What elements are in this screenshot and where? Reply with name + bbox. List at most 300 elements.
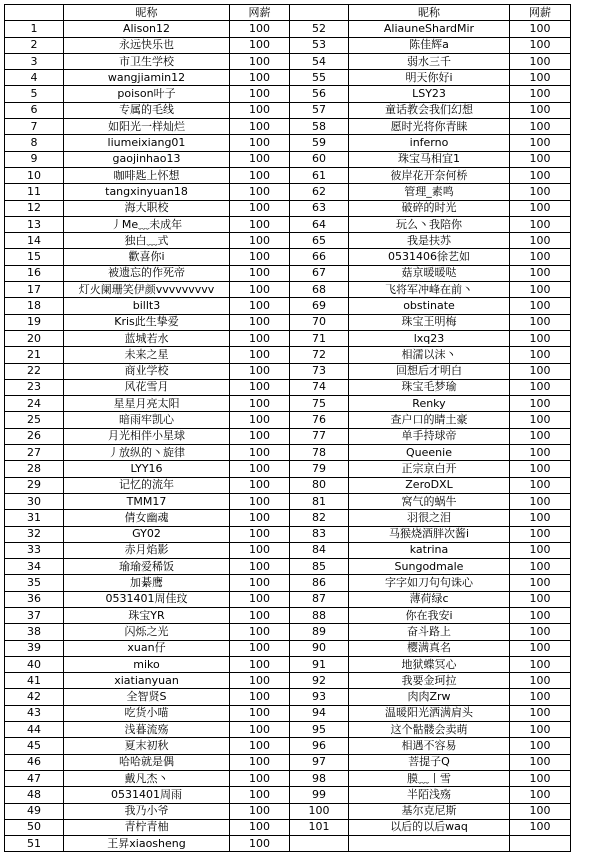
salary-cell: 100 — [230, 477, 290, 493]
salary-cell: 100 — [230, 412, 290, 428]
row-number-cell: 76 — [290, 412, 349, 428]
row-number-cell: 20 — [5, 330, 64, 346]
nickname-cell: 这个骷髅会卖萌 — [349, 722, 510, 738]
table-row — [5, 673, 571, 689]
nickname-cell: miko — [64, 656, 230, 672]
salary-cell: 100 — [510, 803, 571, 819]
row-number-cell: 87 — [290, 591, 349, 607]
salary-cell: 100 — [510, 102, 571, 118]
row-number-cell: 23 — [5, 379, 64, 395]
row-number-cell: 83 — [290, 526, 349, 542]
row-number-cell: 39 — [5, 640, 64, 656]
nickname-cell: 歡喜你i — [64, 249, 230, 265]
nickname-cell: tangxinyuan18 — [64, 184, 230, 200]
nickname-cell: 独白﹏式 — [64, 233, 230, 249]
nickname-cell: 夏末初秋 — [64, 738, 230, 754]
header-nickname-right: 昵称 — [349, 5, 510, 21]
row-number-cell: 43 — [5, 705, 64, 721]
salary-cell: 100 — [510, 363, 571, 379]
row-number-cell: 54 — [290, 53, 349, 69]
row-number-cell: 22 — [5, 363, 64, 379]
table-row — [5, 282, 571, 298]
row-number-cell: 85 — [290, 559, 349, 575]
header-salary-right: 网薪 — [510, 5, 571, 21]
salary-cell: 100 — [230, 167, 290, 183]
nickname-cell: 丿Me﹏未成年 — [64, 216, 230, 232]
nickname-cell: Queenie — [349, 445, 510, 461]
row-number-cell: 95 — [290, 722, 349, 738]
row-number-cell: 101 — [290, 819, 349, 835]
nickname-cell: 倩女幽魂 — [64, 510, 230, 526]
nickname-cell: 查户口的睛土豪 — [349, 412, 510, 428]
nickname-cell: 市卫生学校 — [64, 53, 230, 69]
row-number-cell: 5 — [5, 86, 64, 102]
row-number-cell: 91 — [290, 656, 349, 672]
salary-cell: 100 — [510, 119, 571, 135]
row-number-cell: 97 — [290, 754, 349, 770]
table-row — [5, 184, 571, 200]
row-number-cell: 48 — [5, 787, 64, 803]
salary-cell: 100 — [230, 37, 290, 53]
table-row — [5, 347, 571, 363]
salary-cell: 100 — [510, 298, 571, 314]
nickname-cell: 未来之星 — [64, 347, 230, 363]
row-number-cell: 3 — [5, 53, 64, 69]
row-number-cell: 61 — [290, 167, 349, 183]
table-row — [5, 21, 571, 37]
row-number-cell: 62 — [290, 184, 349, 200]
nickname-cell: poison叶子 — [64, 86, 230, 102]
row-number-cell: 78 — [290, 445, 349, 461]
table-row — [5, 656, 571, 672]
salary-cell: 100 — [230, 461, 290, 477]
salary-cell: 100 — [510, 591, 571, 607]
row-number-cell — [290, 836, 349, 852]
table-row — [5, 526, 571, 542]
row-number-cell: 15 — [5, 249, 64, 265]
row-number-cell: 69 — [290, 298, 349, 314]
salary-cell: 100 — [510, 21, 571, 37]
table-row — [5, 689, 571, 705]
row-number-cell: 49 — [5, 803, 64, 819]
row-number-cell: 51 — [5, 836, 64, 852]
salary-cell: 100 — [230, 184, 290, 200]
nickname-cell: 珠宝毛梦瑜 — [349, 379, 510, 395]
salary-cell: 100 — [510, 477, 571, 493]
row-number-cell: 31 — [5, 510, 64, 526]
salary-cell: 100 — [230, 673, 290, 689]
nickname-cell: 相遇不容易 — [349, 738, 510, 754]
table-row — [5, 70, 571, 86]
salary-cell: 100 — [230, 624, 290, 640]
table-row — [5, 379, 571, 395]
salary-cell: 100 — [230, 298, 290, 314]
row-number-cell: 60 — [290, 151, 349, 167]
nickname-cell: 永远快乐也 — [64, 37, 230, 53]
salary-cell: 100 — [230, 233, 290, 249]
salary-cell: 100 — [510, 542, 571, 558]
nickname-cell: 0531401周佳玟 — [64, 591, 230, 607]
nickname-cell: 瑜瑜爱稀饭 — [64, 559, 230, 575]
salary-cell: 100 — [510, 722, 571, 738]
row-number-cell: 35 — [5, 575, 64, 591]
nickname-cell: 吃货小喵 — [64, 705, 230, 721]
row-number-cell: 84 — [290, 542, 349, 558]
salary-cell: 100 — [230, 102, 290, 118]
nickname-cell: Alison12 — [64, 21, 230, 37]
nickname-cell: 马猴烧酒胖次酱i — [349, 526, 510, 542]
salary-cell: 100 — [230, 656, 290, 672]
nickname-cell: xuan仔 — [64, 640, 230, 656]
table-row — [5, 510, 571, 526]
nickname-cell: 正宗京白开 — [349, 461, 510, 477]
salary-cell: 100 — [510, 526, 571, 542]
table-row — [5, 819, 571, 835]
row-number-cell: 56 — [290, 86, 349, 102]
nickname-cell: billt3 — [64, 298, 230, 314]
salary-cell: 100 — [510, 412, 571, 428]
salary-cell: 100 — [510, 738, 571, 754]
row-number-cell: 77 — [290, 428, 349, 444]
salary-cell: 100 — [230, 330, 290, 346]
salary-cell: 100 — [510, 493, 571, 509]
row-number-cell: 17 — [5, 282, 64, 298]
row-number-cell: 75 — [290, 396, 349, 412]
nickname-cell: 珠宝王明梅 — [349, 314, 510, 330]
table-row — [5, 624, 571, 640]
salary-cell: 100 — [230, 151, 290, 167]
salary-cell: 100 — [510, 705, 571, 721]
row-number-cell: 65 — [290, 233, 349, 249]
nickname-cell: 我要金珂拉 — [349, 673, 510, 689]
salary-cell: 100 — [510, 673, 571, 689]
nickname-cell: 风花雪月 — [64, 379, 230, 395]
nickname-cell: 窝气的蜗牛 — [349, 493, 510, 509]
salary-cell: 100 — [230, 379, 290, 395]
row-number-cell: 44 — [5, 722, 64, 738]
salary-cell: 100 — [510, 624, 571, 640]
salary-cell: 100 — [230, 526, 290, 542]
nickname-cell: 0531401周雨 — [64, 787, 230, 803]
salary-cell: 100 — [510, 770, 571, 786]
table-row — [5, 445, 571, 461]
salary-cell: 100 — [510, 200, 571, 216]
salary-cell: 100 — [230, 135, 290, 151]
row-number-cell: 57 — [290, 102, 349, 118]
nickname-cell: xiatianyuan — [64, 673, 230, 689]
row-number-cell: 89 — [290, 624, 349, 640]
salary-cell: 100 — [230, 542, 290, 558]
nickname-cell: 赤月焰影 — [64, 542, 230, 558]
salary-cell: 100 — [230, 396, 290, 412]
salary-cell: 100 — [230, 591, 290, 607]
table-row — [5, 803, 571, 819]
table-row — [5, 265, 571, 281]
table-row — [5, 363, 571, 379]
row-number-cell: 67 — [290, 265, 349, 281]
row-number-cell: 28 — [5, 461, 64, 477]
nickname-cell: 温暖阳光洒满肩头 — [349, 705, 510, 721]
table-row — [5, 722, 571, 738]
nickname-cell: 咖啡匙上怀想 — [64, 167, 230, 183]
table-row — [5, 559, 571, 575]
nickname-cell: 樱满真名 — [349, 640, 510, 656]
salary-cell: 100 — [230, 428, 290, 444]
salary-cell: 100 — [230, 722, 290, 738]
salary-cell: 100 — [230, 787, 290, 803]
row-number-cell: 14 — [5, 233, 64, 249]
nickname-cell: 加綦鹰 — [64, 575, 230, 591]
nickname-cell — [349, 836, 510, 852]
salary-cell: 100 — [510, 282, 571, 298]
salary-cell: 100 — [230, 559, 290, 575]
row-number-cell: 70 — [290, 314, 349, 330]
table-row — [5, 493, 571, 509]
nickname-cell: 丿放纵的丶旋律 — [64, 445, 230, 461]
salary-cell: 100 — [510, 249, 571, 265]
row-number-cell: 41 — [5, 673, 64, 689]
salary-cell: 100 — [230, 265, 290, 281]
nickname-cell: 专属的毛线 — [64, 102, 230, 118]
table-row — [5, 770, 571, 786]
nickname-cell: 陈佳辉a — [349, 37, 510, 53]
nickname-cell: wangjiamin12 — [64, 70, 230, 86]
table-row — [5, 575, 571, 591]
table-row — [5, 787, 571, 803]
row-number-cell: 24 — [5, 396, 64, 412]
row-number-cell: 55 — [290, 70, 349, 86]
table-body — [5, 21, 571, 852]
salary-cell: 100 — [510, 428, 571, 444]
nickname-cell: 管理_素鸣 — [349, 184, 510, 200]
salary-cell: 100 — [230, 70, 290, 86]
nickname-cell: 弱水三千 — [349, 53, 510, 69]
header-no-left — [5, 5, 64, 21]
salary-cell: 100 — [230, 347, 290, 363]
row-number-cell: 66 — [290, 249, 349, 265]
salary-cell: 100 — [510, 37, 571, 53]
nickname-cell: 明天你好i — [349, 70, 510, 86]
nickname-cell: 我乃小爷 — [64, 803, 230, 819]
table-row — [5, 754, 571, 770]
nickname-cell: TMM17 — [64, 493, 230, 509]
row-number-cell: 2 — [5, 37, 64, 53]
row-number-cell: 96 — [290, 738, 349, 754]
row-number-cell: 26 — [5, 428, 64, 444]
salary-cell: 100 — [230, 493, 290, 509]
row-number-cell: 27 — [5, 445, 64, 461]
table-row — [5, 461, 571, 477]
table-row — [5, 216, 571, 232]
table-row — [5, 428, 571, 444]
header-nickname-left: 昵称 — [64, 5, 230, 21]
row-number-cell: 9 — [5, 151, 64, 167]
nickname-cell: 相濡以沫丶 — [349, 347, 510, 363]
salary-cell: 100 — [510, 396, 571, 412]
table-row — [5, 102, 571, 118]
salary-cell: 100 — [230, 607, 290, 623]
salary-cell: 100 — [510, 379, 571, 395]
row-number-cell: 45 — [5, 738, 64, 754]
salary-cell: 100 — [510, 689, 571, 705]
table-row — [5, 233, 571, 249]
salary-cell: 100 — [230, 640, 290, 656]
nickname-cell: 记忆的流年 — [64, 477, 230, 493]
table-row — [5, 836, 571, 852]
row-number-cell: 12 — [5, 200, 64, 216]
row-number-cell: 13 — [5, 216, 64, 232]
salary-cell: 100 — [510, 510, 571, 526]
nickname-cell: 王昇xiaosheng — [64, 836, 230, 852]
table-row — [5, 314, 571, 330]
nickname-cell: 蓝城若水 — [64, 330, 230, 346]
table-row — [5, 135, 571, 151]
nickname-cell: 愿时光将你青睐 — [349, 119, 510, 135]
row-number-cell: 47 — [5, 770, 64, 786]
table-row — [5, 542, 571, 558]
row-number-cell: 80 — [290, 477, 349, 493]
nickname-cell: 地狱蝶冥心 — [349, 656, 510, 672]
salary-cell: 100 — [510, 86, 571, 102]
row-number-cell: 29 — [5, 477, 64, 493]
salary-cell: 100 — [230, 363, 290, 379]
nickname-cell: 单手持球帝 — [349, 428, 510, 444]
salary-cell: 100 — [510, 233, 571, 249]
row-number-cell: 94 — [290, 705, 349, 721]
header-row — [5, 5, 571, 21]
salary-cell: 100 — [510, 445, 571, 461]
nickname-cell: 彼岸花开奈何桥 — [349, 167, 510, 183]
salary-table — [4, 4, 571, 852]
nickname-cell: Kris此生挚爱 — [64, 314, 230, 330]
table-row — [5, 330, 571, 346]
table-row — [5, 249, 571, 265]
row-number-cell: 86 — [290, 575, 349, 591]
nickname-cell: 菩提子Q — [349, 754, 510, 770]
nickname-cell: 飞将军冲峰在前丶 — [349, 282, 510, 298]
salary-cell: 100 — [230, 770, 290, 786]
salary-cell: 100 — [510, 819, 571, 835]
row-number-cell: 36 — [5, 591, 64, 607]
nickname-cell: 0531406徐艺如 — [349, 249, 510, 265]
nickname-cell: GY02 — [64, 526, 230, 542]
nickname-cell: katrina — [349, 542, 510, 558]
row-number-cell: 4 — [5, 70, 64, 86]
row-number-cell: 16 — [5, 265, 64, 281]
row-number-cell: 82 — [290, 510, 349, 526]
salary-cell: 100 — [510, 265, 571, 281]
table-row — [5, 298, 571, 314]
nickname-cell: obstinate — [349, 298, 510, 314]
row-number-cell: 63 — [290, 200, 349, 216]
nickname-cell: 肉肉Zrw — [349, 689, 510, 705]
salary-cell: 100 — [230, 249, 290, 265]
table-row — [5, 477, 571, 493]
row-number-cell: 99 — [290, 787, 349, 803]
row-number-cell: 72 — [290, 347, 349, 363]
nickname-cell: 月光相伴小星球 — [64, 428, 230, 444]
salary-cell: 100 — [230, 803, 290, 819]
salary-cell: 100 — [510, 70, 571, 86]
nickname-cell: 珠宝YR — [64, 607, 230, 623]
nickname-cell: 商业学校 — [64, 363, 230, 379]
nickname-cell: 童话教会我们幻想 — [349, 102, 510, 118]
salary-cell: 100 — [230, 200, 290, 216]
header-no-right — [290, 5, 349, 21]
salary-cell: 100 — [510, 347, 571, 363]
row-number-cell: 93 — [290, 689, 349, 705]
nickname-cell: 暗雨牢凯心 — [64, 412, 230, 428]
salary-cell: 100 — [510, 216, 571, 232]
row-number-cell: 32 — [5, 526, 64, 542]
table-row — [5, 738, 571, 754]
salary-cell: 100 — [230, 689, 290, 705]
salary-cell: 100 — [230, 216, 290, 232]
row-number-cell: 37 — [5, 607, 64, 623]
table-row — [5, 167, 571, 183]
row-number-cell: 1 — [5, 21, 64, 37]
nickname-cell: liumeixiang01 — [64, 135, 230, 151]
row-number-cell: 59 — [290, 135, 349, 151]
row-number-cell: 8 — [5, 135, 64, 151]
nickname-cell: 回想后才明白 — [349, 363, 510, 379]
salary-cell: 100 — [510, 787, 571, 803]
salary-cell: 100 — [230, 53, 290, 69]
salary-cell: 100 — [230, 836, 290, 852]
nickname-cell: 被遗忘的作死帝 — [64, 265, 230, 281]
row-number-cell: 58 — [290, 119, 349, 135]
salary-cell: 100 — [230, 510, 290, 526]
salary-cell: 100 — [510, 53, 571, 69]
row-number-cell: 34 — [5, 559, 64, 575]
row-number-cell: 79 — [290, 461, 349, 477]
table-row — [5, 591, 571, 607]
table-row — [5, 151, 571, 167]
salary-cell: 100 — [230, 119, 290, 135]
salary-cell: 100 — [230, 445, 290, 461]
row-number-cell: 64 — [290, 216, 349, 232]
table-row — [5, 200, 571, 216]
nickname-cell: 全智贤S — [64, 689, 230, 705]
salary-cell: 100 — [510, 640, 571, 656]
salary-cell: 100 — [510, 575, 571, 591]
row-number-cell: 25 — [5, 412, 64, 428]
row-number-cell: 38 — [5, 624, 64, 640]
row-number-cell: 46 — [5, 754, 64, 770]
nickname-cell: 青柠青柚 — [64, 819, 230, 835]
nickname-cell: Renky — [349, 396, 510, 412]
row-number-cell: 73 — [290, 363, 349, 379]
row-number-cell: 81 — [290, 493, 349, 509]
row-number-cell: 11 — [5, 184, 64, 200]
row-number-cell: 74 — [290, 379, 349, 395]
nickname-cell: ZeroDXL — [349, 477, 510, 493]
salary-cell: 100 — [230, 86, 290, 102]
table-row — [5, 705, 571, 721]
salary-cell: 100 — [230, 282, 290, 298]
row-number-cell: 21 — [5, 347, 64, 363]
salary-cell: 100 — [230, 314, 290, 330]
row-number-cell: 40 — [5, 656, 64, 672]
nickname-cell: 浅暮流殇 — [64, 722, 230, 738]
table-row — [5, 86, 571, 102]
row-number-cell: 7 — [5, 119, 64, 135]
nickname-cell: 闪烁之光 — [64, 624, 230, 640]
nickname-cell: 我是扶苏 — [349, 233, 510, 249]
table-row — [5, 396, 571, 412]
row-number-cell: 30 — [5, 493, 64, 509]
nickname-cell: LYY16 — [64, 461, 230, 477]
